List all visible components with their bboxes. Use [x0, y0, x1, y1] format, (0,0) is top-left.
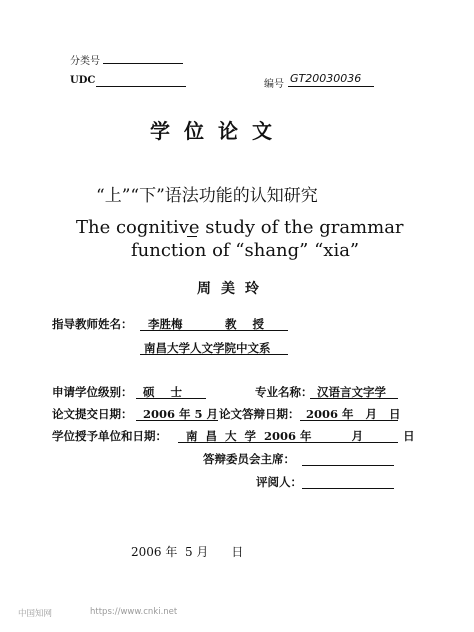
title-en-line1: The cognitive study of the grammar [76, 217, 404, 238]
serial-label: 编号 [264, 79, 284, 90]
author-name: 周美玲 [197, 281, 269, 297]
title-en-underline [187, 236, 197, 237]
institution-underline [140, 354, 288, 355]
major-underline [310, 398, 398, 399]
committee-chair-label: 答辩委员会主席： [203, 452, 295, 466]
advisor-rank: 教 授 [225, 317, 265, 331]
footer-date: 2006 年 5 月 日 [131, 545, 244, 559]
major-value: 汉语言文字学 [317, 385, 386, 399]
defense-label: 论文答辩日期： [219, 407, 300, 421]
submit-value: 2006 年 5 月 [143, 407, 219, 421]
reviewer-underline [302, 488, 394, 489]
watermark-left: 中国知网 [18, 609, 53, 619]
advisor-name: 李胜梅 [148, 317, 183, 331]
submit-underline [136, 420, 218, 421]
doc-type: 学位论文 [150, 119, 286, 143]
degree-label: 申请学位级别： [52, 385, 133, 399]
serial-underline [288, 86, 374, 87]
title-en-line2: function of “shang” “xia” [131, 240, 360, 261]
grant-label: 学位授予单位和日期： [52, 429, 167, 443]
degree-value: 硕 士 [143, 385, 183, 399]
advisor-label: 指导教师姓名： [52, 317, 133, 331]
classification-underline [103, 63, 183, 64]
degree-underline [136, 398, 206, 399]
serial-value: GT20030036 [290, 72, 362, 85]
defense-value: 2006 年 月 日 [306, 407, 401, 421]
defense-underline [300, 420, 398, 421]
grant-value: 南 昌 大 学 2006 年 月 日 [186, 429, 415, 443]
major-label: 专业名称： [255, 385, 313, 399]
advisor-underline [140, 330, 288, 331]
submit-label: 论文提交日期： [52, 407, 133, 421]
title-zh: “上”“下”语法功能的认知研究 [96, 186, 318, 206]
grant-underline [178, 442, 398, 443]
classification-label: 分类号 [70, 56, 100, 67]
udc-label: UDC [70, 75, 96, 86]
institution: 南昌大学人文学院中文系 [144, 341, 271, 355]
reviewer-label: 评阅人： [256, 475, 302, 489]
committee-chair-underline [302, 465, 394, 466]
udc-underline [96, 86, 186, 87]
watermark-right: https://www.cnki.net [90, 607, 178, 617]
